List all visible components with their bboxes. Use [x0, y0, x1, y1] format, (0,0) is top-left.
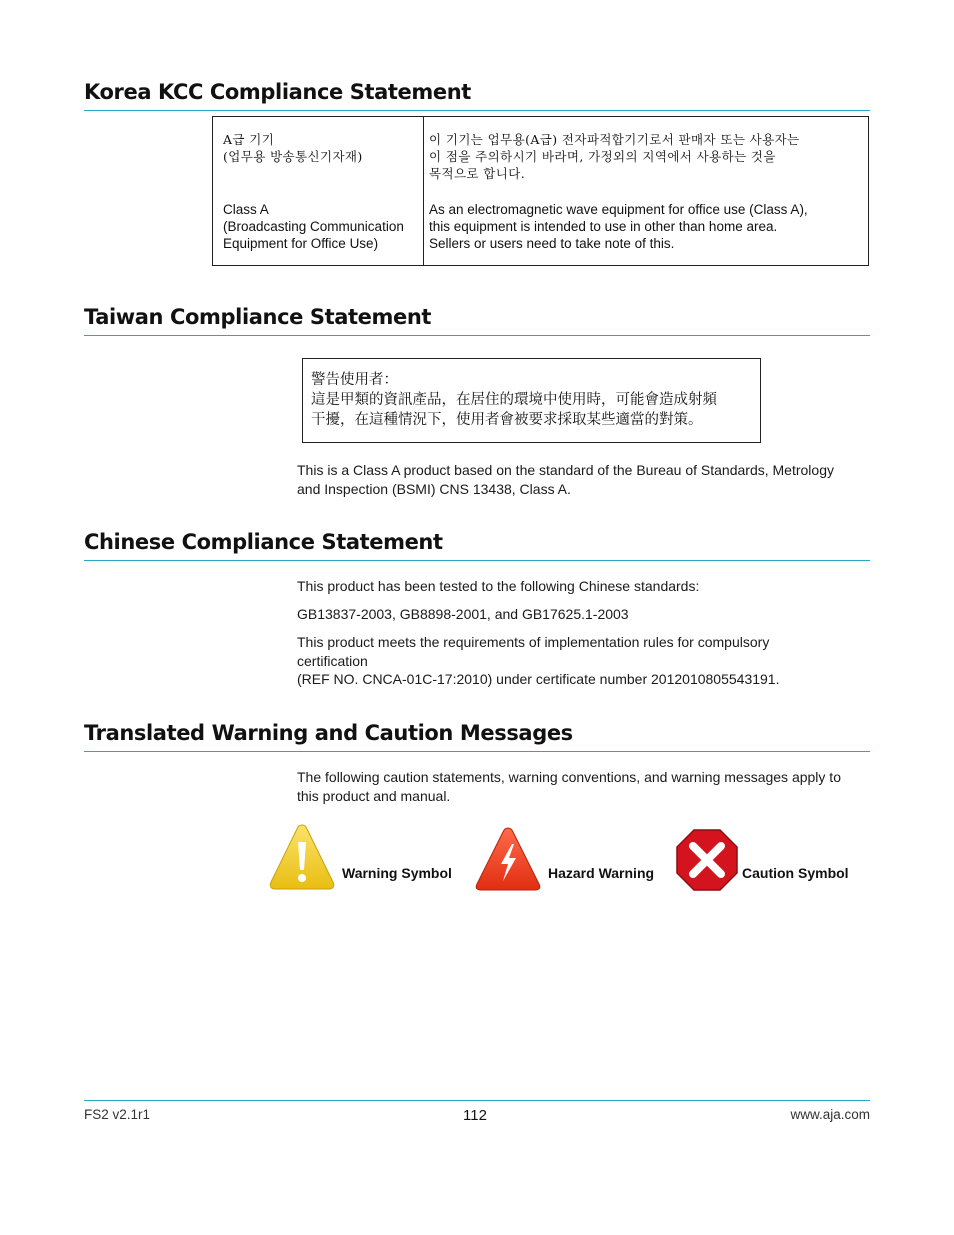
text-line: 這是甲類的資訊產品，在居住的環境中使用時，可能會造成射頻: [311, 392, 717, 408]
korea-compliance-table: [212, 116, 869, 266]
footer-url: www.aja.com: [790, 1107, 870, 1122]
table-column-divider: [423, 117, 424, 265]
text-line: this equipment is intended to use in other than home area.: [429, 219, 778, 234]
text-line: As an electromagnetic wave equipment for office use (Class A),: [429, 202, 808, 217]
table-cell-right-english: [429, 201, 808, 252]
text-line: certification: [297, 652, 368, 669]
heading-rule: [84, 110, 870, 111]
text-line: (REF NO. CNCA-01C-17:2010) under certificate number 2012010805543191.: [297, 671, 780, 687]
text-line: (Broadcasting Communication: [223, 219, 404, 234]
taiwan-paragraph: [297, 461, 871, 498]
caution-symbol-label: Caution Symbol: [742, 865, 849, 881]
heading-rule: [84, 335, 870, 336]
text-line: this product and manual.: [297, 787, 451, 804]
table-cell-right-korean: [429, 131, 800, 182]
table-cell-left-english: [223, 201, 404, 252]
hazard-warning-label: Hazard Warning: [548, 865, 655, 881]
text-line: This is a Class A product based on the standard of the Bureau of Standards, Metrology: [297, 462, 834, 478]
warning-symbol-label: Warning Symbol: [342, 865, 452, 881]
section-heading-korea: Korea KCC Compliance Statement: [84, 80, 471, 104]
chinese-paragraph-1: This product has been tested to the following Chinese standards:: [297, 578, 700, 594]
text-line: 警告使用者：: [311, 372, 398, 388]
stop-x-icon: [676, 829, 738, 891]
footer-version: FS2 v2.1r1: [84, 1107, 151, 1122]
heading-rule: [84, 751, 870, 752]
text-line: Sellers or users need to take note of this.: [429, 236, 675, 251]
heading-rule: [84, 560, 870, 561]
warning-triangle-icon: [268, 822, 336, 892]
text-line: (업무용 방송통신기자재): [223, 149, 363, 164]
page-number: 112: [463, 1107, 487, 1124]
section-heading-chinese: Chinese Compliance Statement: [84, 530, 443, 554]
hazard-lightning-icon: [474, 826, 542, 892]
taiwan-warning-text: [311, 370, 717, 430]
text-line: This product meets the requirements of implementation rules for compulsory: [297, 634, 770, 650]
chinese-paragraph-3: [297, 633, 871, 689]
text-line: Equipment for Office Use): [223, 236, 379, 251]
text-line: A급 기기: [223, 132, 275, 147]
taiwan-warning-box: [302, 358, 761, 443]
text-line: and Inspection (BSMI) CNS 13438, Class A.: [297, 480, 571, 497]
text-line: 干擾，在這種情況下，使用者會被要求採取某些適當的對策。: [311, 412, 703, 428]
text-line: 이 점을 주의하시기 바라며, 가정외의 지역에서 사용하는 것을: [429, 149, 776, 164]
footer-rule: [84, 1100, 870, 1101]
text-line: 이 기기는 업무용(A급) 전자파적합기기로서 판매자 또는 사용자는: [429, 132, 800, 147]
text-line: 목적으로 합니다.: [429, 166, 526, 181]
table-cell-left-korean: [223, 131, 363, 165]
text-line: The following caution statements, warning conventions, and warning messages apply to: [297, 769, 841, 785]
chinese-paragraph-2: GB13837-2003, GB8898-2001, and GB17625.1-2003: [297, 606, 629, 622]
translated-paragraph: [297, 768, 871, 805]
section-heading-taiwan: Taiwan Compliance Statement: [84, 305, 432, 329]
text-line: Class A: [223, 202, 269, 217]
section-heading-translated: Translated Warning and Caution Messages: [84, 721, 573, 745]
